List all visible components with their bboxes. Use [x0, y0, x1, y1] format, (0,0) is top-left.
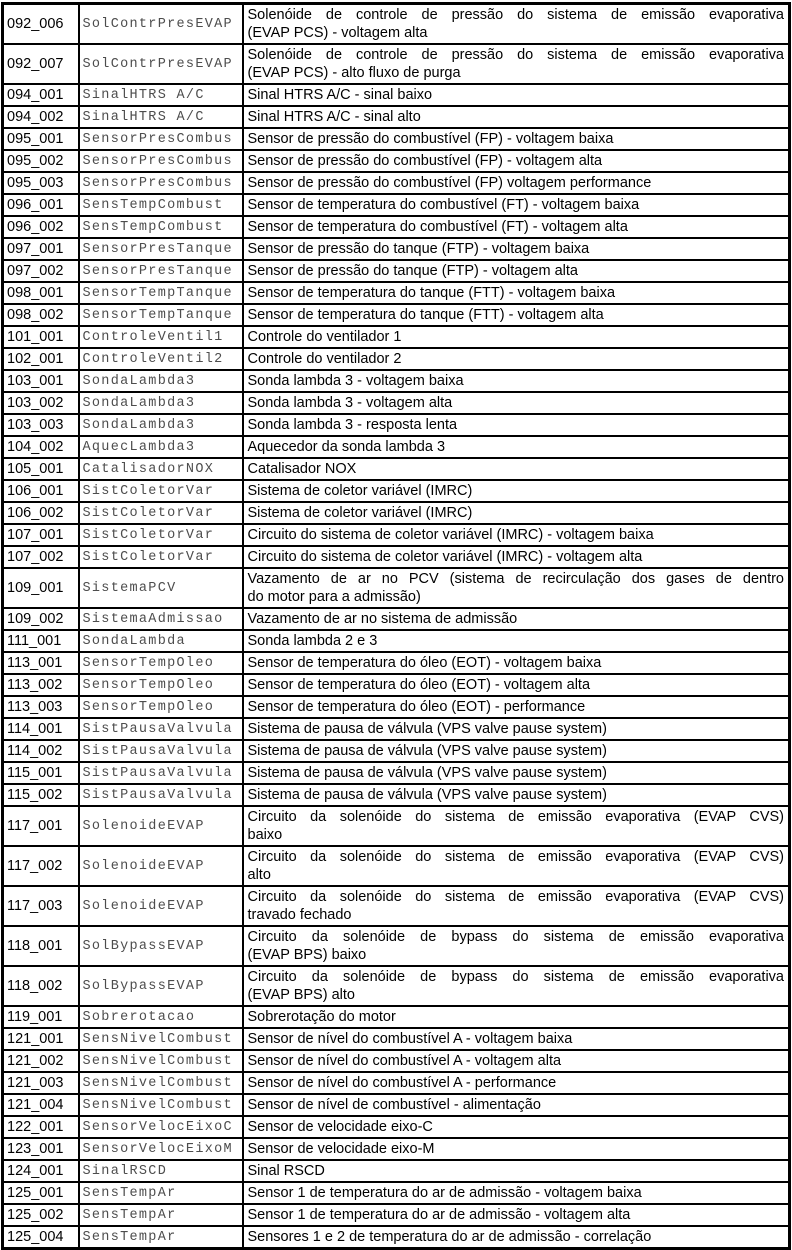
identifier-cell: SolContrPresEVAP — [79, 4, 243, 45]
table-row — [3, 4, 790, 45]
code-cell: 121_004 — [3, 1094, 79, 1116]
identifier-cell: SensNivelCombust — [79, 1050, 243, 1072]
identifier-cell: SolenoideEVAP — [79, 846, 243, 886]
identifier-cell: SondaLambda3 — [79, 392, 243, 414]
description-cell — [243, 458, 790, 480]
description-cell — [243, 194, 790, 216]
description-line: Sistema de coletor variável (IMRC) — [247, 483, 473, 499]
description-cell — [243, 282, 790, 304]
description-cell — [243, 718, 790, 740]
identifier-cell: SolContrPresEVAP — [79, 44, 243, 84]
table-row — [3, 348, 790, 370]
code-cell: 095_003 — [3, 172, 79, 194]
code-cell: 113_003 — [3, 696, 79, 718]
description-line: Sensor 1 de temperatura do ar de admissão - voltagem alta — [247, 1207, 631, 1223]
identifier-cell: SensorTempOleo — [79, 674, 243, 696]
description-line: (EVAP PCS) - voltagem alta — [247, 25, 428, 41]
table-row — [3, 1094, 790, 1116]
description-line: Sensor 1 de temperatura do ar de admissão - voltagem baixa — [247, 1185, 642, 1201]
code-cell: 117_003 — [3, 886, 79, 926]
table-row — [3, 886, 790, 926]
description-line: Sensor de temperatura do tanque (FTT) - voltagem alta — [247, 307, 604, 323]
table-row — [3, 546, 790, 568]
identifier-cell: SistColetorVar — [79, 524, 243, 546]
description-cell — [243, 1226, 790, 1249]
description-cell — [243, 740, 790, 762]
description-line: Circuito do sistema de coletor variável (IMRC) - voltagem baixa — [247, 527, 654, 543]
code-cell: 103_002 — [3, 392, 79, 414]
description-line: Solenóide de controle de pressão do sistema de emissão evaporativa — [247, 7, 784, 23]
identifier-cell: SistemaAdmissao — [79, 608, 243, 630]
code-cell: 094_002 — [3, 106, 79, 128]
description-cell — [243, 172, 790, 194]
description-line: Sensor de temperatura do combustível (FT) - voltagem baixa — [247, 197, 640, 213]
description-cell — [243, 1028, 790, 1050]
identifier-cell: SensNivelCombust — [79, 1072, 243, 1094]
code-cell: 096_002 — [3, 216, 79, 238]
identifier-cell: SensorTempTanque — [79, 304, 243, 326]
description-line: Controle do ventilador 1 — [247, 329, 402, 345]
description-line: Sistema de pausa de válvula (VPS valve pause system) — [247, 743, 607, 759]
table-row — [3, 966, 790, 1006]
code-cell: 121_002 — [3, 1050, 79, 1072]
description-cell — [243, 84, 790, 106]
table-row — [3, 630, 790, 652]
table-row — [3, 150, 790, 172]
description-cell — [243, 926, 790, 966]
identifier-cell: SistPausaValvula — [79, 762, 243, 784]
description-cell — [243, 608, 790, 630]
description-cell — [243, 1094, 790, 1116]
identifier-cell: SistColetorVar — [79, 480, 243, 502]
code-cell: 121_003 — [3, 1072, 79, 1094]
identifier-cell: SistColetorVar — [79, 546, 243, 568]
description-cell — [243, 696, 790, 718]
description-line: Sensor de temperatura do óleo (EOT) - voltagem baixa — [247, 655, 602, 671]
description-cell — [243, 1182, 790, 1204]
table-row — [3, 238, 790, 260]
code-cell: 103_001 — [3, 370, 79, 392]
description-line: baixo — [247, 827, 283, 843]
description-line: Sonda lambda 3 - voltagem alta — [247, 395, 453, 411]
identifier-cell: SistPausaValvula — [79, 740, 243, 762]
code-cell: 109_001 — [3, 568, 79, 608]
code-cell: 119_001 — [3, 1006, 79, 1028]
table-row — [3, 216, 790, 238]
identifier-cell: SolenoideEVAP — [79, 806, 243, 846]
table-row — [3, 84, 790, 106]
description-line: Sonda lambda 2 e 3 — [247, 633, 378, 649]
description-line: Circuito da solenóide de bypass do sistema de emissão evaporativa — [247, 929, 784, 945]
table-row — [3, 172, 790, 194]
identifier-cell: SensorTempOleo — [79, 652, 243, 674]
code-cell: 125_002 — [3, 1204, 79, 1226]
table-row — [3, 502, 790, 524]
description-cell — [243, 846, 790, 886]
identifier-cell: SensorPresTanque — [79, 260, 243, 282]
description-line: do motor para a admissão) — [247, 589, 421, 605]
identifier-cell: SistPausaValvula — [79, 718, 243, 740]
description-line: Sensor de velocidade eixo-C — [247, 1119, 433, 1135]
description-cell — [243, 630, 790, 652]
description-line: Sinal RSCD — [247, 1163, 325, 1179]
code-cell: 107_001 — [3, 524, 79, 546]
description-cell — [243, 1050, 790, 1072]
description-line: Circuito da solenóide do sistema de emissão evaporativa (EVAP CVS) — [247, 849, 784, 865]
code-cell: 113_002 — [3, 674, 79, 696]
identifier-cell: SensTempCombust — [79, 194, 243, 216]
code-cell: 105_001 — [3, 458, 79, 480]
code-cell: 095_001 — [3, 128, 79, 150]
table-row — [3, 128, 790, 150]
description-line: Sensor de temperatura do óleo (EOT) - performance — [247, 699, 586, 715]
identifier-cell: SolBypassEVAP — [79, 966, 243, 1006]
table-row — [3, 1138, 790, 1160]
table-row — [3, 370, 790, 392]
description-line: (EVAP BPS) alto — [247, 987, 355, 1003]
table-row — [3, 524, 790, 546]
identifier-cell: SensorPresCombus — [79, 128, 243, 150]
description-cell — [243, 326, 790, 348]
code-cell: 092_006 — [3, 4, 79, 45]
identifier-cell: SinalRSCD — [79, 1160, 243, 1182]
identifier-cell: ControleVentil2 — [79, 348, 243, 370]
code-cell: 125_001 — [3, 1182, 79, 1204]
description-line: Sonda lambda 3 - voltagem baixa — [247, 373, 464, 389]
code-cell: 118_001 — [3, 926, 79, 966]
description-cell — [243, 652, 790, 674]
description-cell — [243, 546, 790, 568]
description-line: Sinal HTRS A/C - sinal alto — [247, 109, 421, 125]
description-cell — [243, 784, 790, 806]
description-line: Aquecedor da sonda lambda 3 — [247, 439, 446, 455]
identifier-cell: CatalisadorNOX — [79, 458, 243, 480]
identifier-cell: SolBypassEVAP — [79, 926, 243, 966]
description-cell — [243, 106, 790, 128]
code-cell: 111_001 — [3, 630, 79, 652]
description-line: Sensores 1 e 2 de temperatura do ar de admissão - correlação — [247, 1229, 652, 1245]
table-row — [3, 392, 790, 414]
table-row — [3, 1160, 790, 1182]
code-cell: 122_001 — [3, 1116, 79, 1138]
description-line: travado fechado — [247, 907, 352, 923]
code-cell: 094_001 — [3, 84, 79, 106]
identifier-cell: AquecLambda3 — [79, 436, 243, 458]
description-cell — [243, 674, 790, 696]
description-cell — [243, 304, 790, 326]
description-line: Sensor de nível de combustível - alimentação — [247, 1097, 541, 1113]
description-line: Sensor de nível do combustível A - voltagem baixa — [247, 1031, 573, 1047]
table-row — [3, 106, 790, 128]
description-line: Sensor de pressão do combustível (FP) voltagem performance — [247, 175, 652, 191]
description-cell — [243, 806, 790, 846]
table-row — [3, 696, 790, 718]
description-cell — [243, 414, 790, 436]
identifier-cell: SolenoideEVAP — [79, 886, 243, 926]
code-cell: 117_001 — [3, 806, 79, 846]
table-row — [3, 304, 790, 326]
dtc-table — [1, 2, 791, 1250]
identifier-cell: SensNivelCombust — [79, 1094, 243, 1116]
description-line: Sistema de pausa de válvula (VPS valve pause system) — [247, 721, 607, 737]
description-line: Sensor de pressão do combustível (FP) - voltagem baixa — [247, 131, 614, 147]
code-cell: 097_002 — [3, 260, 79, 282]
description-cell — [243, 886, 790, 926]
code-cell: 098_001 — [3, 282, 79, 304]
table-row — [3, 1182, 790, 1204]
description-line: (EVAP PCS) - alto fluxo de purga — [247, 65, 461, 81]
identifier-cell: SensTempAr — [79, 1182, 243, 1204]
identifier-cell: SensTempAr — [79, 1204, 243, 1226]
table-row — [3, 1116, 790, 1138]
description-cell — [243, 128, 790, 150]
table-row — [3, 414, 790, 436]
identifier-cell: SensorPresCombus — [79, 172, 243, 194]
identifier-cell: Sobrerotacao — [79, 1006, 243, 1028]
identifier-cell: SensorVelocEixoC — [79, 1116, 243, 1138]
code-cell: 115_001 — [3, 762, 79, 784]
description-line: Sinal HTRS A/C - sinal baixo — [247, 87, 433, 103]
identifier-cell: SensTempCombust — [79, 216, 243, 238]
code-cell: 103_003 — [3, 414, 79, 436]
table-row — [3, 1204, 790, 1226]
description-cell — [243, 392, 790, 414]
table-row — [3, 1072, 790, 1094]
description-cell — [243, 568, 790, 608]
code-cell: 097_001 — [3, 238, 79, 260]
code-cell: 121_001 — [3, 1028, 79, 1050]
description-line: Sensor de nível do combustível A - performance — [247, 1075, 557, 1091]
description-cell — [243, 238, 790, 260]
description-line: alto — [247, 867, 271, 883]
description-line: Sistema de pausa de válvula (VPS valve pause system) — [247, 765, 607, 781]
identifier-cell: SistColetorVar — [79, 502, 243, 524]
identifier-cell: SensorTempOleo — [79, 696, 243, 718]
description-cell — [243, 480, 790, 502]
code-cell: 115_002 — [3, 784, 79, 806]
table-row — [3, 568, 790, 608]
description-line: Circuito da solenóide do sistema de emissão evaporativa (EVAP CVS) — [247, 809, 784, 825]
code-cell: 095_002 — [3, 150, 79, 172]
description-cell — [243, 370, 790, 392]
description-cell — [243, 524, 790, 546]
table-row — [3, 762, 790, 784]
identifier-cell: ControleVentil1 — [79, 326, 243, 348]
description-cell — [243, 1006, 790, 1028]
code-cell: 118_002 — [3, 966, 79, 1006]
code-cell: 114_002 — [3, 740, 79, 762]
identifier-cell: SensTempAr — [79, 1226, 243, 1249]
code-cell: 107_002 — [3, 546, 79, 568]
identifier-cell: SensNivelCombust — [79, 1028, 243, 1050]
table-row — [3, 458, 790, 480]
identifier-cell: SinalHTRS A/C — [79, 84, 243, 106]
identifier-cell: SensorPresCombus — [79, 150, 243, 172]
description-line: (EVAP BPS) baixo — [247, 947, 367, 963]
code-cell: 117_002 — [3, 846, 79, 886]
code-cell: 113_001 — [3, 652, 79, 674]
table-row — [3, 326, 790, 348]
code-cell: 106_002 — [3, 502, 79, 524]
code-cell: 104_002 — [3, 436, 79, 458]
code-cell: 114_001 — [3, 718, 79, 740]
description-line: Circuito da solenóide do sistema de emissão evaporativa (EVAP CVS) — [247, 889, 784, 905]
description-cell — [243, 216, 790, 238]
description-line: Solenóide de controle de pressão do sistema de emissão evaporativa — [247, 47, 784, 63]
description-cell — [243, 1116, 790, 1138]
description-line: Vazamento de ar no PCV (sistema de recirculação dos gases de dentro — [247, 571, 784, 587]
description-line: Sensor de pressão do tanque (FTP) - voltagem alta — [247, 263, 578, 279]
description-cell — [243, 150, 790, 172]
table-row — [3, 718, 790, 740]
identifier-cell: SondaLambda — [79, 630, 243, 652]
description-cell — [243, 1138, 790, 1160]
table-row — [3, 282, 790, 304]
code-cell: 124_001 — [3, 1160, 79, 1182]
description-line: Sistema de pausa de válvula (VPS valve pause system) — [247, 787, 607, 803]
identifier-cell: SensorVelocEixoM — [79, 1138, 243, 1160]
identifier-cell: SondaLambda3 — [79, 370, 243, 392]
code-cell: 101_001 — [3, 326, 79, 348]
description-line: Vazamento de ar no sistema de admissão — [247, 611, 518, 627]
table-row — [3, 436, 790, 458]
description-line: Sensor de nível do combustível A - voltagem alta — [247, 1053, 562, 1069]
description-line: Sonda lambda 3 - resposta lenta — [247, 417, 458, 433]
description-line: Circuito do sistema de coletor variável (IMRC) - voltagem alta — [247, 549, 643, 565]
description-cell — [243, 44, 790, 84]
table-row — [3, 1006, 790, 1028]
description-line: Controle do ventilador 2 — [247, 351, 402, 367]
table-row — [3, 784, 790, 806]
table-row — [3, 652, 790, 674]
table-row — [3, 194, 790, 216]
description-line: Sobrerotação do motor — [247, 1009, 396, 1025]
description-line: Sistema de coletor variável (IMRC) — [247, 505, 473, 521]
identifier-cell: SensorTempTanque — [79, 282, 243, 304]
description-cell — [243, 348, 790, 370]
table-row — [3, 44, 790, 84]
description-cell — [243, 4, 790, 45]
identifier-cell: SistemaPCV — [79, 568, 243, 608]
description-cell — [243, 436, 790, 458]
table-row — [3, 1226, 790, 1249]
table-row — [3, 740, 790, 762]
code-cell: 123_001 — [3, 1138, 79, 1160]
code-cell: 096_001 — [3, 194, 79, 216]
code-cell: 106_001 — [3, 480, 79, 502]
description-line: Circuito da solenóide de bypass do sistema de emissão evaporativa — [247, 969, 784, 985]
code-cell: 125_004 — [3, 1226, 79, 1249]
description-cell — [243, 502, 790, 524]
code-cell: 098_002 — [3, 304, 79, 326]
table-row — [3, 260, 790, 282]
description-cell — [243, 966, 790, 1006]
table-row — [3, 846, 790, 886]
description-line: Catalisador NOX — [247, 461, 357, 477]
description-line: Sensor de pressão do tanque (FTP) - voltagem baixa — [247, 241, 590, 257]
description-cell — [243, 1204, 790, 1226]
identifier-cell: SondaLambda3 — [79, 414, 243, 436]
table-row — [3, 674, 790, 696]
table-row — [3, 480, 790, 502]
code-cell: 092_007 — [3, 44, 79, 84]
description-line: Sensor de velocidade eixo-M — [247, 1141, 435, 1157]
table-row — [3, 926, 790, 966]
identifier-cell: SistPausaValvula — [79, 784, 243, 806]
code-cell: 109_002 — [3, 608, 79, 630]
description-cell — [243, 1160, 790, 1182]
description-cell — [243, 1072, 790, 1094]
table-row — [3, 806, 790, 846]
table-row — [3, 1050, 790, 1072]
table-row — [3, 1028, 790, 1050]
description-line: Sensor de temperatura do tanque (FTT) - voltagem baixa — [247, 285, 616, 301]
description-line: Sensor de temperatura do combustível (FT) - voltagem alta — [247, 219, 628, 235]
identifier-cell: SensorPresTanque — [79, 238, 243, 260]
description-line: Sensor de temperatura do óleo (EOT) - voltagem alta — [247, 677, 591, 693]
dtc-table-body — [3, 4, 790, 1249]
identifier-cell: SinalHTRS A/C — [79, 106, 243, 128]
table-row — [3, 608, 790, 630]
description-cell — [243, 762, 790, 784]
code-cell: 102_001 — [3, 348, 79, 370]
description-cell — [243, 260, 790, 282]
description-line: Sensor de pressão do combustível (FP) - voltagem alta — [247, 153, 603, 169]
